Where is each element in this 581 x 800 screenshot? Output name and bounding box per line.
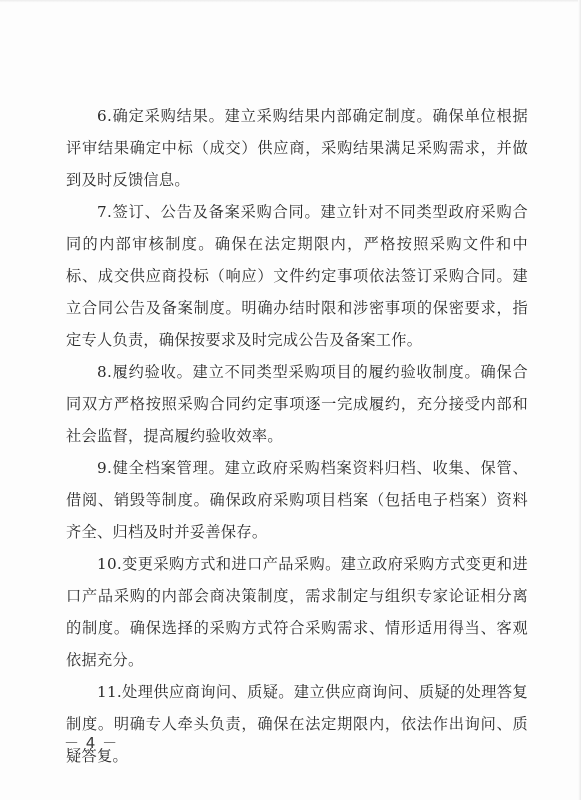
paragraph-determine-results: 6.确定采购结果。建立采购结果内部确定制度。确保单位根据评审结果确定中标（成交）供应商，采购结果满足采购需求，并做到及时反馈信息。 bbox=[66, 107, 528, 189]
paragraph-sign-contract: 7.签订、公告及备案采购合同。建立针对不同类型政府采购合同的内部审核制度。确保在法定期限内，严格按照采购文件和中标、成交供应商投标（响应）文件约定事项依法签订采购合同。建立合同公告及备案制度。明确办结时限和涉密事项的保密要求，指定专人负责，确保按要求及时完成公告及备案工作。 bbox=[66, 203, 528, 349]
paragraph-archive-management: 9.健全档案管理。建立政府采购档案资料归档、收集、保管、借阅、销毁等制度。确保政府采购项目档案（包括电子档案）资料齐全、归档及时并妥善保存。 bbox=[66, 459, 528, 541]
scan-top-edge bbox=[0, 0, 581, 3]
paragraph-procurement-method-change: 10.变更采购方式和进口产品采购。建立政府采购方式变更和进口产品采购的内部会商决策制度，需求制定与组织专家论证相分离的制度。确保选择的采购方式符合采购需求、情形适用得当、客观依据充分。 bbox=[66, 555, 528, 669]
paragraph-acceptance: 8.履约验收。建立不同类型采购项目的履约验收制度。确保合同双方严格按照采购合同约定事项逐一完成履约，充分接受内部和社会监督，提高履约验收效率。 bbox=[66, 363, 528, 445]
document-body bbox=[66, 100, 528, 772]
paragraph-supplier-inquiry: 11.处理供应商询问、质疑。建立供应商询问、质疑的处理答复制度。明确专人牵头负责，确保在法定期限内，依法作出询问、质疑答复。 bbox=[66, 683, 528, 765]
page-number: － 4 － bbox=[64, 734, 119, 752]
